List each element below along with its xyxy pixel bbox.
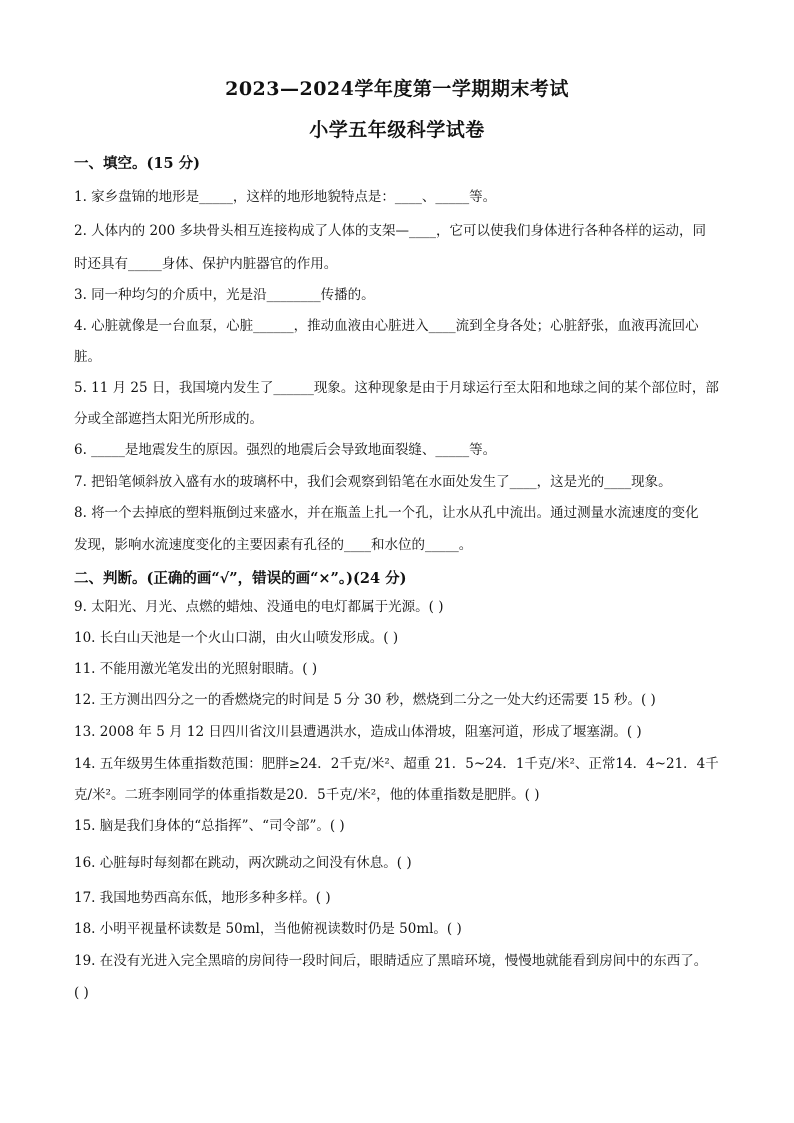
question-line: 8. 将一个去掉底的塑料瓶倒过来盛水，并在瓶盖上扎一个孔，让水从孔中流出。通过测量水流速度的变化 [74,505,699,521]
question-line: 脏。 [74,349,101,365]
section-heading-fill-blank: 一、填空。(15 分) [74,155,200,172]
question-line: 13. 2008 年 5 月 12 日四川省汶川县遭遇洪水，造成山体滑坡，阻塞河道，形成了堰塞湖。( ) [74,724,642,740]
section-heading-true-false: 二、判断。(正确的画“√”，错误的画“×”。)(24 分) [74,570,407,587]
question-line: 7. 把铅笔倾斜放入盛有水的玻璃杯中，我们会观察到铅笔在水面处发生了____，这是光的____现象。 [74,474,672,490]
question-line: 4. 心脏就像是一台血泵，心脏______，推动血液由心脏进入____流到全身各处；心脏舒张，血液再流回心 [74,318,699,334]
question-line: 18. 小明平视量杯读数是 50ml，当他俯视读数时仍是 50ml。( ) [74,921,462,937]
question-line: 时还具有_____身体、保护内脏器官的作用。 [74,256,338,272]
question-line: 5. 11 月 25 日，我国境内发生了______现象。这种现象是由于月球运行至太阳和地球之间的某个部位时，部 [74,380,719,396]
question-line: 12. 王方测出四分之一的香燃烧完的时间是 5 分 30 秒，燃烧到二分之一处大约还需要 15 秒。( ) [74,692,656,708]
question-line: 10. 长白山天池是一个火山口湖，由火山喷发形成。( ) [74,630,399,646]
question-line: 19. 在没有光进入完全黑暗的房间待一段时间后，眼睛适应了黑暗环境，慢慢地就能看到房间中的东西了。 [74,953,708,969]
question-line: 克/米²。二班李刚同学的体重指数是20．5千克/米²，他的体重指数是肥胖。( ) [74,787,540,803]
exam-title: 2023—2024学年度第一学期期末考试 [225,78,569,100]
question-line: 9. 太阳光、月光、点燃的蜡烛、没通电的电灯都属于光源。( ) [74,599,444,615]
question-line: ( ) [74,985,89,1001]
question-line: 1. 家乡盘锦的地形是_____，这样的地形地貌特点是：____、_____等。 [74,189,497,205]
question-line: 2. 人体内的 200 多块骨头相互连接构成了人体的支架—____，它可以使我们身体进行各种各样的运动，同 [74,223,707,239]
question-line: 16. 心脏每时每刻都在跳动，两次跳动之间没有休息。( ) [74,855,412,871]
question-line: 6. _____是地震发生的原因。强烈的地震后会导致地面裂缝、_____等。 [74,442,497,458]
question-line: 分或全部遮挡太阳光所形成的。 [74,411,263,427]
question-line: 11. 不能用激光笔发出的光照射眼睛。( ) [74,661,318,677]
exam-subtitle: 小学五年级科学试卷 [309,119,485,141]
question-line: 14. 五年级男生体重指数范围：肥胖≥24．2千克/米²、超重 21．5~24．1千克/米²、正常14．4~21．4千 [74,756,719,772]
question-line: 15. 脑是我们身体的“总指挥”、“司令部”。( ) [74,818,345,834]
question-line: 17. 我国地势西高东低，地形多种多样。( ) [74,890,331,906]
question-line: 发现，影响水流速度变化的主要因素有孔径的____和水位的_____。 [74,537,473,553]
question-line: 3. 同一种均匀的介质中，光是沿________传播的。 [74,287,375,303]
